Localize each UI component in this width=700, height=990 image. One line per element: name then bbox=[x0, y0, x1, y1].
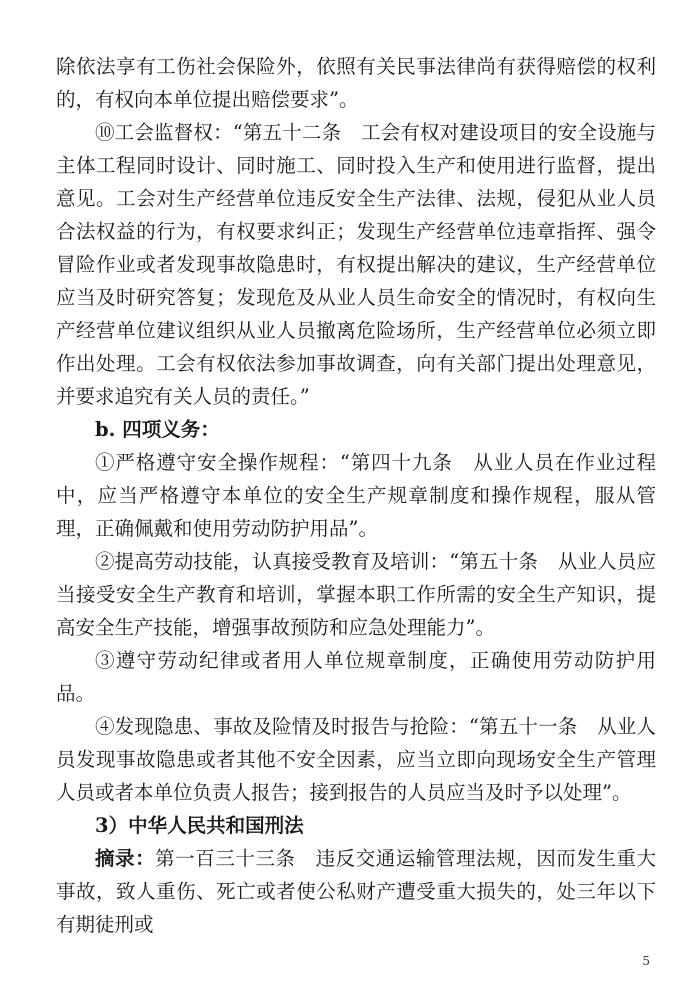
paragraph-union-supervision-right: ⑩工会监督权：“第五十二条 工会有权对建设项目的安全设施与主体工程同时设计、同时施工、同时投入生产和使用进行监督，提出意见。工会对生产经营单位违反安全生产法律、法规，侵犯从业人员合法权益的行为，有权要求纠正；发现生产经营单位违章指挥、强令冒险作业或者发现事故隐患时，有权提出解决的建议，生产经营单位应当及时研究答复；发现危及从业人员生命安全的情况时，有权向生产经营单位建议组织从业人员撤离危险场所，生产经营单位必须立即作出处理。工会有权依法参加事故调查，向有关部门提出处理意见，并要求追究有关人员的责任。” bbox=[56, 121, 656, 408]
obligation-item-3: ③遵守劳动纪律或者用人单位规章制度，正确使用劳动防护用品。 bbox=[56, 649, 656, 705]
obligation-item-1: ①严格遵守安全操作规程：“第四十九条 从业人员在作业过程中，应当严格遵守本单位的安全生产规章制度和操作规程，服从管理，正确佩戴和使用劳动防护用品”。 bbox=[56, 451, 656, 540]
paragraph-continuation: 除依法享有工伤社会保险外，依照有关民事法律尚有获得赔偿的权利的，有权向本单位提出赔偿要求”。 bbox=[56, 55, 656, 111]
criminal-law-excerpt bbox=[56, 842, 656, 941]
document-page bbox=[56, 50, 656, 941]
page-number: 5 bbox=[642, 954, 650, 968]
obligation-item-4: ④发现隐患、事故及险情及时报告与抢险：“第五十一条 从业人员发现事故隐患或者其他不安全因素，应当立即向现场安全生产管理人员或者本单位负责人报告；接到报告的人员应当及时予以处理”。 bbox=[56, 715, 656, 804]
excerpt-label: 摘录： bbox=[95, 847, 156, 870]
excerpt-text: 第一百三十三条 违反交通运输管理法规，因而发生重大事故，致人重伤、死亡或者使公私财产遭受重大损失的，处三年以下有期徒刑或 bbox=[56, 847, 656, 936]
section-3-heading: 3）中华人民共和国刑法 bbox=[95, 814, 304, 837]
section-b-heading: b. 四项义务： bbox=[95, 418, 220, 441]
obligation-item-2: ②提高劳动技能，认真接受教育及培训：“第五十条 从业人员应当接受安全生产教育和培训，掌握本职工作所需的安全生产知识，提高安全生产技能，增强事故预防和应急处理能力”。 bbox=[56, 550, 656, 639]
